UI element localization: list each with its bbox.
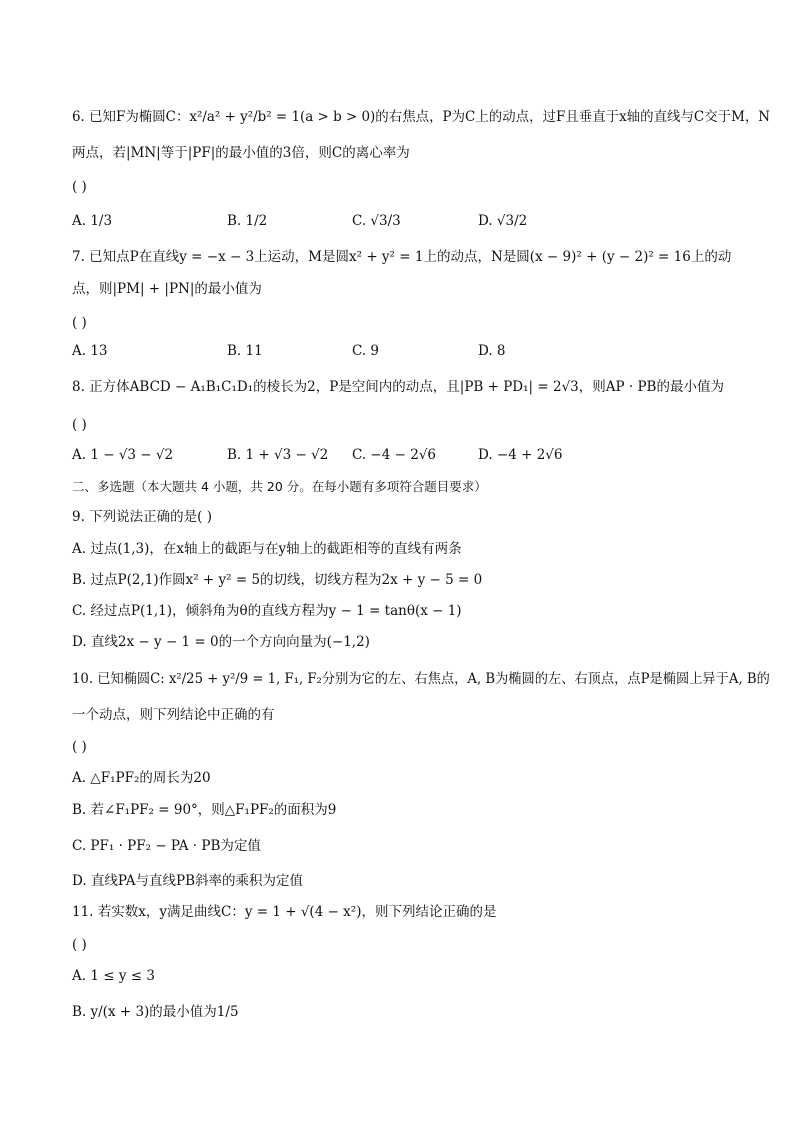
q8-option-a: A. 1 − √3 − √2	[72, 447, 174, 463]
q6-option-b: B. 1/2	[227, 213, 268, 229]
q6-stem-line2: 两点，若|MN|等于|PF|的最小值的3倍，则C的离心率为	[72, 145, 410, 161]
q9-option-a: A. 过点(1,3)，在x轴上的截距与在y轴上的截距相等的直线有两条	[72, 541, 462, 557]
q6-options	[72, 210, 722, 232]
q7-option-d: D. 8	[478, 343, 506, 359]
q9-option-c: C. 经过点P(1,1)，倾斜角为θ的直线方程为y − 1 = tanθ(x − 1)	[72, 603, 462, 619]
q10-option-b: B. 若∠F₁PF₂ = 90°，则△F₁PF₂的面积为9	[72, 802, 337, 818]
q11-stem: 11. 若实数x，y满足曲线C：y = 1 + √(4 − x²)，则下列结论正确的是	[72, 904, 497, 920]
q6-option-d: D. √3/2	[478, 213, 528, 229]
q6-option-a: A. 1/3	[72, 213, 113, 229]
q10-option-a: A. △F₁PF₂的周长为20	[72, 770, 211, 786]
q11-option-b: B. y/(x + 3)的最小值为1/5	[72, 1004, 239, 1020]
q8-answer-paren: ( )	[72, 417, 87, 433]
q7-options	[72, 340, 722, 362]
q10-option-d: D. 直线PA与直线PB斜率的乘积为定值	[72, 873, 304, 889]
q10-option-c: C. PF₁ · PF₂ − PA · PB为定值	[72, 838, 261, 854]
q10-stem-line2: 一个动点，则下列结论中正确的有	[72, 707, 275, 723]
q9-stem: 9. 下列说法正确的是( )	[72, 509, 212, 525]
q7-option-a: A. 13	[72, 343, 108, 359]
q8-option-c: C. −4 − 2√6	[352, 447, 437, 463]
q8-option-b: B. 1 + √3 − √2	[227, 447, 329, 463]
q9-option-b: B. 过点P(2,1)作圆x² + y² = 5的切线，切线方程为2x + y − 5 = 0	[72, 572, 483, 588]
q7-option-b: B. 11	[227, 343, 263, 359]
q6-answer-paren: ( )	[72, 179, 87, 195]
q7-answer-paren: ( )	[72, 315, 87, 331]
q8-options	[72, 444, 722, 466]
q7-stem-line1: 7. 已知点P在直线y = −x − 3上运动，M是圆x² + y² = 1上的动点，N是圆(x − 9)² + (y − 2)² = 16上的动	[72, 249, 732, 265]
q9-option-d: D. 直线2x − y − 1 = 0的一个方向向量为(−1,2)	[72, 634, 370, 650]
q10-answer-paren: ( )	[72, 739, 87, 755]
q8-stem: 8. 正方体ABCD − A₁B₁C₁D₁的棱长为2，P是空间内的动点，且|PB + PD₁| = 2√3，则AP · PB的最小值为	[72, 379, 724, 395]
q7-option-c: C. 9	[352, 343, 380, 359]
q8-option-d: D. −4 + 2√6	[478, 447, 563, 463]
q6-option-c: C. √3/3	[352, 213, 401, 229]
q7-stem-line2: 点，则|PM| + |PN|的最小值为	[72, 281, 262, 297]
section-heading-multiple-choice: 二、多选题（本大题共 4 小题，共 20 分。在每小题有多项符合题目要求）	[72, 479, 487, 494]
q6-stem-line1: 6. 已知F为椭圆C：x²/a² + y²/b² = 1(a > b > 0)的右焦点，P为C上的动点，过F且垂直于x轴的直线与C交于M，N	[72, 109, 771, 125]
q11-answer-paren: ( )	[72, 937, 87, 953]
q10-stem-line1: 10. 已知椭圆C: x²/25 + y²/9 = 1, F₁, F₂分别为它的左、右焦点，A, B为椭圆的左、右顶点，点P是椭圆上异于A, B的	[72, 671, 770, 687]
q11-option-a: A. 1 ≤ y ≤ 3	[72, 968, 155, 984]
